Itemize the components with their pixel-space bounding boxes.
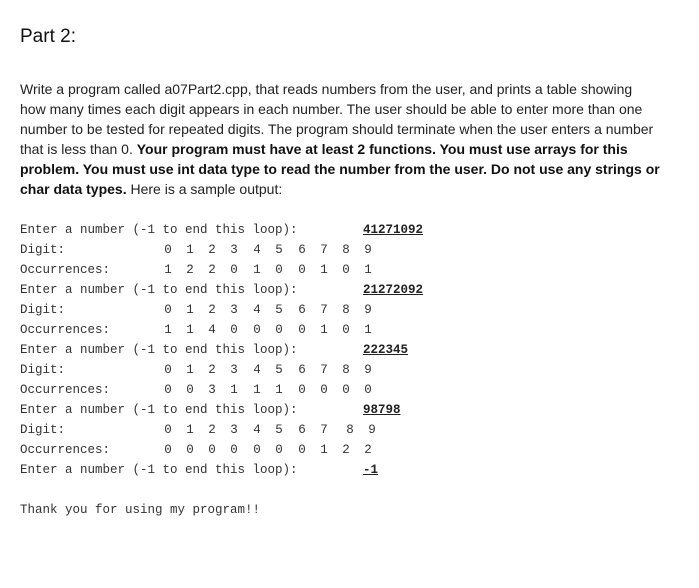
prompt-label: Enter a number (-1 to end this loop): [20,283,298,297]
digit-row-label: Digit: [20,243,66,257]
occurrence-cell: 1 [164,263,172,277]
occurrences-row-label: Occurrences: [20,263,111,277]
digit-cell: 2 [208,303,216,317]
digit-cell: 3 [230,243,238,257]
digit-cell: 1 [186,363,194,377]
digit-cell: 8 [346,423,354,437]
occurrence-cell: 0 [230,323,238,337]
digit-cell: 6 [298,363,306,377]
digit-cell: 5 [275,363,283,377]
occurrences-row-label: Occurrences: [20,383,111,397]
digit-cell: 7 [320,423,328,437]
occurrence-cell: 0 [164,443,172,457]
occurrence-cell: 0 [253,323,261,337]
occurrence-cell: 0 [208,443,216,457]
digit-cell: 5 [275,243,283,257]
digit-cell: 2 [208,243,216,257]
occurrence-cell: 2 [364,443,372,457]
occurrence-cell: 0 [320,383,328,397]
digit-row-label: Digit: [20,423,66,437]
occurrence-cell: 0 [275,443,283,457]
user-entry: 98798 [363,403,401,417]
occurrence-cell: 2 [208,263,216,277]
prompt-label: Enter a number (-1 to end this loop): [20,223,298,237]
digit-row-label: Digit: [20,303,66,317]
occurrence-cell: 2 [342,443,350,457]
digit-cell: 4 [253,303,261,317]
digit-cell: 6 [298,243,306,257]
occurrence-cell: 1 [275,383,283,397]
digit-cell: 2 [208,363,216,377]
prompt-label: Enter a number (-1 to end this loop): [20,343,298,357]
thanks-message: Thank you for using my program!! [20,503,261,517]
occurrence-cell: 0 [275,323,283,337]
digit-cell: 0 [164,243,172,257]
occurrence-cell: 4 [208,323,216,337]
occurrence-cell: 1 [253,263,261,277]
occurrence-cell: 3 [208,383,216,397]
digit-cell: 3 [230,423,238,437]
occurrence-cell: 0 [186,383,194,397]
digit-cell: 0 [164,363,172,377]
occurrence-cell: 1 [320,323,328,337]
digit-cell: 8 [342,243,350,257]
occurrences-row-label: Occurrences: [20,443,111,457]
occurrence-cell: 1 [320,263,328,277]
digit-row-label: Digit: [20,363,66,377]
digit-cell: 1 [186,243,194,257]
occurrence-cell: 0 [298,323,306,337]
occurrence-cell: 0 [230,443,238,457]
occurrence-cell: 1 [364,323,372,337]
occurrence-cell: 1 [364,263,372,277]
digit-cell: 4 [253,423,261,437]
occurrence-cell: 0 [364,383,372,397]
prompt-label: Enter a number (-1 to end this loop): [20,403,298,417]
digit-cell: 6 [298,423,306,437]
digit-cell: 2 [208,423,216,437]
occurrence-cell: 0 [275,263,283,277]
occurrence-cell: 1 [186,323,194,337]
digit-cell: 9 [368,423,376,437]
occurrence-cell: 1 [164,323,172,337]
digit-cell: 4 [253,243,261,257]
digit-cell: 1 [186,423,194,437]
user-entry: 222345 [363,343,409,357]
occurrence-cell: 0 [342,323,350,337]
digit-cell: 0 [164,303,172,317]
occurrence-cell: 0 [230,263,238,277]
occurrence-cell: 0 [298,383,306,397]
digit-cell: 3 [230,363,238,377]
occurrence-cell: 1 [253,383,261,397]
occurrence-cell: 2 [186,263,194,277]
digit-cell: 7 [320,303,328,317]
page-heading: Part 2: [20,26,76,47]
instructions-intro: Write a program called a07Part2.cpp, that reads numbers from the user, and prints a table showing how many times each digit appears in each number. The user should be able to enter more than one number to be tested for repeated digits. The program should terminate when the user enters a number that is less than 0. [20,81,654,157]
occurrence-cell: 0 [298,263,306,277]
occurrence-cell: 0 [164,383,172,397]
digit-cell: 8 [342,303,350,317]
digit-cell: 1 [186,303,194,317]
user-entry: -1 [363,463,379,477]
occurrences-row-label: Occurrences: [20,323,111,337]
digit-cell: 4 [253,363,261,377]
digit-cell: 9 [364,303,372,317]
digit-cell: 9 [364,243,372,257]
digit-cell: 7 [320,243,328,257]
digit-cell: 3 [230,303,238,317]
occurrence-cell: 0 [186,443,194,457]
occurrence-cell: 0 [342,383,350,397]
instructions-requirements: Your program must have at least 2 functions. You must use arrays for this problem. You must use int data type to read the number from the user. Do not use any strings or char data types. [20,141,660,197]
digit-cell: 7 [320,363,328,377]
digit-cell: 5 [275,423,283,437]
instructions-tail: Here is a sample output: [126,181,283,197]
occurrence-cell: 0 [298,443,306,457]
digit-cell: 5 [275,303,283,317]
digit-cell: 0 [164,423,172,437]
user-entry: 21272092 [363,283,424,297]
occurrence-cell: 1 [320,443,328,457]
prompt-label: Enter a number (-1 to end this loop): [20,463,298,477]
occurrence-cell: 1 [230,383,238,397]
instructions-paragraph [20,79,660,199]
digit-cell: 9 [364,363,372,377]
occurrence-cell: 0 [342,263,350,277]
digit-cell: 6 [298,303,306,317]
digit-cell: 8 [342,363,350,377]
user-entry: 41271092 [363,223,424,237]
occurrence-cell: 0 [253,443,261,457]
